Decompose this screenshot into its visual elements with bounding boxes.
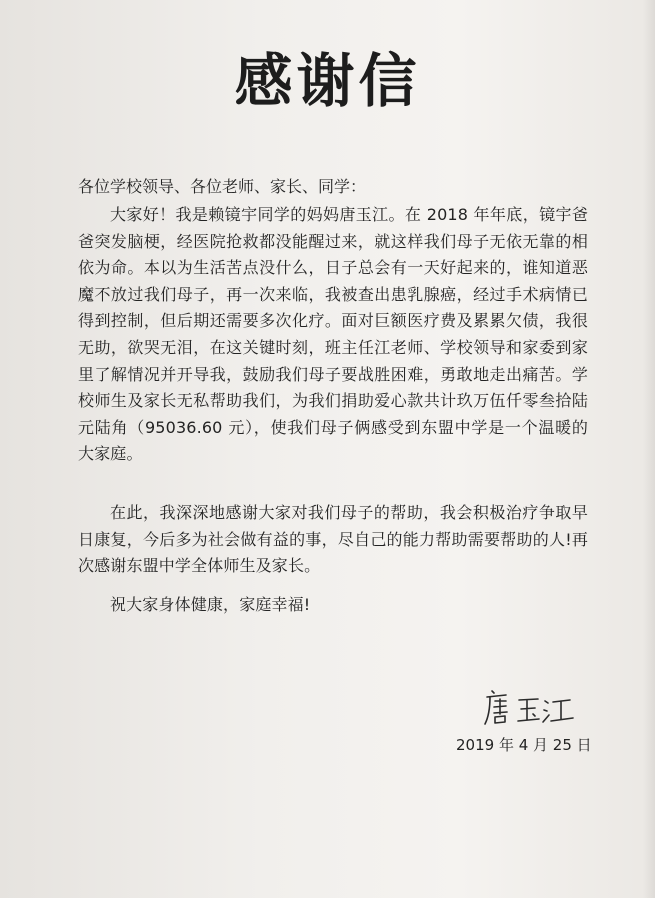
letter-title: 感谢信 <box>234 47 421 115</box>
handwritten-signature <box>482 683 578 731</box>
letter-paragraph-3: 祝大家身体健康，家庭幸福! <box>110 595 311 614</box>
letter-date: 2019 年 4 月 25 日 <box>456 736 592 754</box>
letter-paragraph-2: 在此，我深深地感谢大家对我们母子的帮助，我会积极治疗争取早日康复，今后多为社会做有益的事，尽自己的能力帮助需要帮助的人!再次感谢东盟中学全体师生及家长。 <box>78 503 588 576</box>
letter-paragraph-1: 大家好！我是赖镜宇同学的妈妈唐玉江。在 2018 年年底，镜宇爸爸突发脑梗，经医院抢救都没能醒过来，就这样我们母子无依无靠的相依为命。本以为生活苦点没什么，日子总会有一天好起来的，谁知道恶魔不放过我们母子，再一次来临，我被查出患乳腺癌，经过手术病情已得到控制，但后期还需要多次化疗。面对巨额医疗费及累累欠债，我很无助，欲哭无泪，在这关键时刻，班主任江老师、学校领导和家委到家里了解情况并开导我，鼓励我们母子要战胜困难，勇敢地走出痛苦。学校师生及家长无私帮助我们，为我们捐助爱心款共计玖万伍仟零叁拾陆元陆角（95036.60 元），使我们母子俩感受到东盟中学是一个温暖的大家庭。 <box>78 205 588 464</box>
letter-salutation: 各位学校领导、各位老师、家长、同学： <box>78 177 367 196</box>
